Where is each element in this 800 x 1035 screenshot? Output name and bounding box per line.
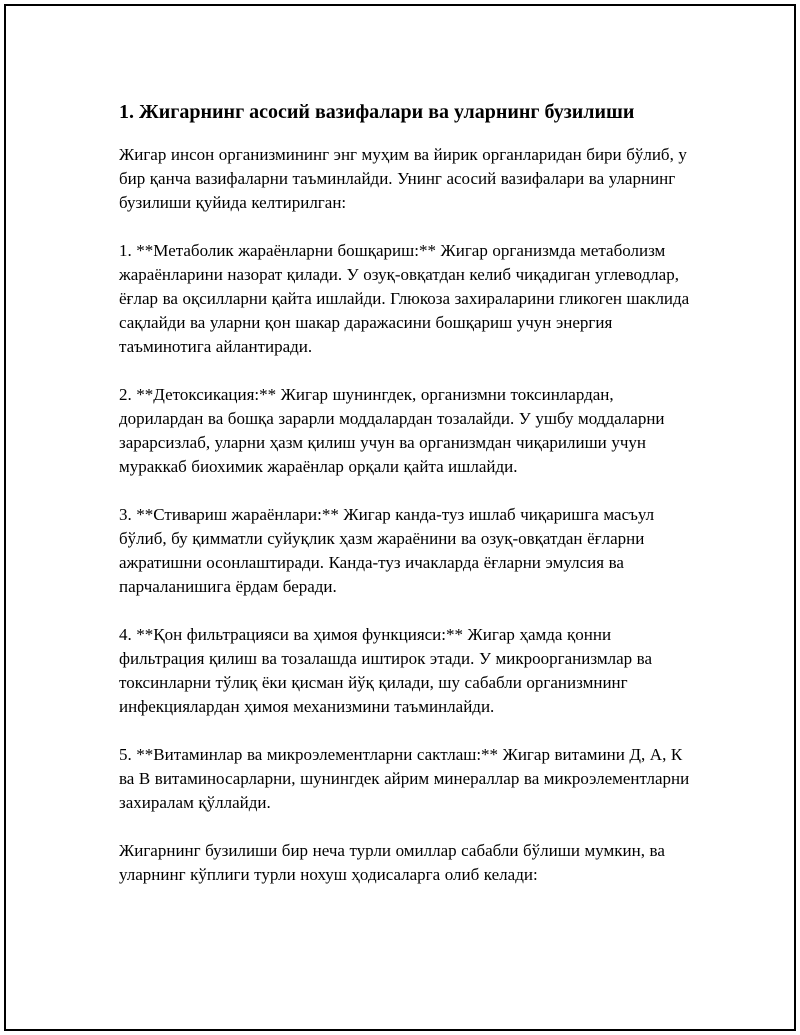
digestion-paragraph: 3. **Стивариш жараёнлари:** Жигар канда-туз ишлаб чиқаришга масъул бўлиб, бу қимматли суйуқлик ҳазм жараёнини ва озуқ-овқатдан ёғларни ажратишни осонлаштиради. Канда-туз ичакларда ёғларни эмулсия ва парчаланишига ёрдам беради. xyxy=(119,505,655,596)
document-body xyxy=(119,98,699,911)
vitamin-storage-paragraph: 5. **Витаминлар ва микроэлементларни сактлаш:** Жигар витамини Д, А, К ва В витаминосарларни, шунингдек айрим минераллар ва микроэлементларни захиралам қўллайди. xyxy=(119,745,690,812)
section-heading: 1. Жигарнинг асосий вазифалари ва уларнинг бузилиши xyxy=(119,101,635,123)
intro-paragraph: Жигар инсон организмининг энг муҳим ва йирик органларидан бири бўлиб, у бир қанча вазифаларни таъминлайди. Унинг асосий вазифалари ва уларнинг бузилиши қуйида келтирилган: xyxy=(119,145,687,212)
detoxification-paragraph: 2. **Детоксикация:** Жигар шунингдек, организмни токсинлардан, дорилардан ва бошқа зарарли моддалардан тозалайди. У ушбу моддаларни зарарсизлаб, уларни ҳазм қилиш учун ва организмдан чиқарилиши учун мураккаб биохимик жараёнлар орқали қайта ишлайди. xyxy=(119,385,665,476)
blood-filtration-paragraph: 4. **Қон фильтрацияси ва ҳимоя функцияси:** Жигар ҳамда қонни фильтрация қилиш ва тозалашда иштирок этади. У микроорганизмлар ва токсинларни тўлиқ ёки қисман йўқ қилади, шу сабабли организмнинг инфекциялардан ҳимоя механизмини таъминлайди. xyxy=(119,625,653,716)
disorders-intro-paragraph: Жигарнинг бузилиши бир неча турли омиллар сабабли бўлиши мумкин, ва уларнинг кўплиги турли нохуш ҳодисаларга олиб келади: xyxy=(119,841,665,884)
document-page xyxy=(4,4,796,1031)
metabolism-paragraph: 1. **Метаболик жараёнларни бошқариш:** Жигар организмда метаболизм жараёнларини назорат қилади. У озуқ-овқатдан келиб чиқадиган углеводлар, ёғлар ва оқсилларни қайта ишлайди. Глюкоза захираларини гликоген шаклида сақлайди ва уларни қон шакар даражасини бошқариш учун энергия таъминотига айлантиради. xyxy=(119,241,690,356)
